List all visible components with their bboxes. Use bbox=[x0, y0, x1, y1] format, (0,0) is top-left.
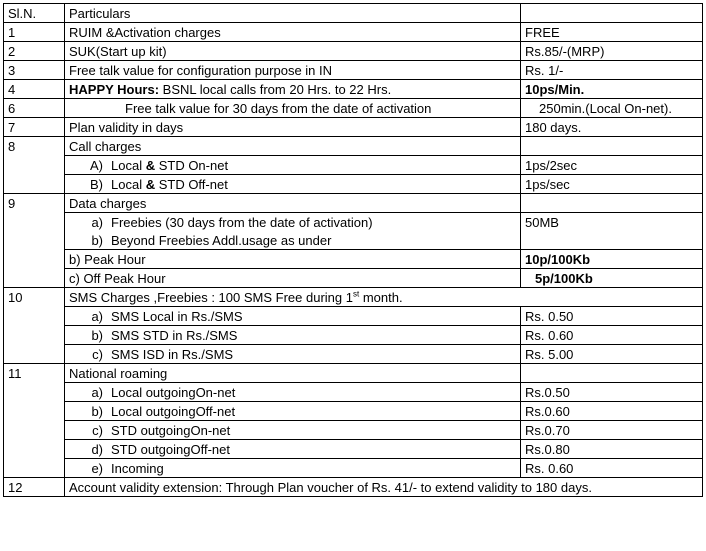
particulars-cell: d) STD outgoingOff-net bbox=[65, 440, 521, 459]
value-cell: 250min.(Local On-net). bbox=[521, 99, 703, 118]
table-row bbox=[4, 231, 703, 250]
value-cell bbox=[521, 231, 703, 250]
sn-cell bbox=[4, 250, 65, 269]
table-row bbox=[4, 80, 703, 99]
table-row bbox=[4, 250, 703, 269]
sn-cell bbox=[4, 231, 65, 250]
item-label: B) bbox=[90, 176, 103, 192]
sn-cell bbox=[4, 383, 65, 402]
item-label: A) bbox=[90, 157, 103, 173]
value-cell: Rs.0.80 bbox=[521, 440, 703, 459]
value-cell: Rs. 0.60 bbox=[521, 459, 703, 478]
value-cell: Rs. 0.60 bbox=[521, 326, 703, 345]
particulars-cell: b) Local outgoingOff-net bbox=[65, 402, 521, 421]
value-header bbox=[521, 4, 703, 23]
section-row-roaming bbox=[4, 364, 703, 383]
particulars-cell: B) Local & STD Off-net bbox=[65, 175, 521, 194]
section-title: Data charges bbox=[65, 194, 521, 213]
tariff-table bbox=[3, 3, 703, 497]
sn-cell bbox=[4, 269, 65, 288]
table-row bbox=[4, 23, 703, 42]
section-row-sms bbox=[4, 288, 703, 307]
sn-cell: 2 bbox=[4, 42, 65, 61]
table-row bbox=[4, 61, 703, 80]
value-cell: Rs. 0.50 bbox=[521, 307, 703, 326]
table-row bbox=[4, 99, 703, 118]
value-cell: 50MB bbox=[521, 213, 703, 232]
table-row bbox=[4, 459, 703, 478]
sn-cell bbox=[4, 213, 65, 232]
sn-cell: 4 bbox=[4, 80, 65, 99]
particulars-cell: c) Off Peak Hour bbox=[65, 269, 521, 288]
particulars-cell: a) Freebies (30 days from the date of activation) bbox=[65, 213, 521, 232]
table-row bbox=[4, 478, 703, 497]
value-cell bbox=[521, 194, 703, 213]
particulars-cell: b) SMS STD in Rs./SMS bbox=[65, 326, 521, 345]
sn-cell bbox=[4, 459, 65, 478]
sn-cell: 12 bbox=[4, 478, 65, 497]
table-row bbox=[4, 42, 703, 61]
sn-cell: 6 bbox=[4, 99, 65, 118]
particulars-cell: Free talk value for configuration purpose in IN bbox=[65, 61, 521, 80]
value-cell bbox=[521, 137, 703, 156]
value-cell bbox=[521, 364, 703, 383]
table-row bbox=[4, 118, 703, 137]
table-row bbox=[4, 383, 703, 402]
particulars-cell: Account validity extension: Through Plan voucher of Rs. 41/- to extend validity to 180 days. bbox=[65, 478, 703, 497]
particulars-cell: b) Beyond Freebies Addl.usage as under bbox=[65, 231, 521, 250]
table-row bbox=[4, 307, 703, 326]
value-cell: 1ps/sec bbox=[521, 175, 703, 194]
table-row bbox=[4, 175, 703, 194]
particulars-cell: b) Peak Hour bbox=[65, 250, 521, 269]
item-label: b) bbox=[91, 403, 103, 419]
table-row bbox=[4, 156, 703, 175]
sn-cell: 7 bbox=[4, 118, 65, 137]
value-cell: 5p/100Kb bbox=[521, 269, 703, 288]
sn-cell: 1 bbox=[4, 23, 65, 42]
sn-cell bbox=[4, 402, 65, 421]
section-row-data-charges bbox=[4, 194, 703, 213]
sn-cell: 10 bbox=[4, 288, 65, 307]
value-cell: Rs. 5.00 bbox=[521, 345, 703, 364]
table-row bbox=[4, 440, 703, 459]
table-row bbox=[4, 421, 703, 440]
happy-hours-text: BSNL local calls from 20 Hrs. to 22 Hrs. bbox=[159, 81, 392, 97]
particulars-cell: c) SMS ISD in Rs./SMS bbox=[65, 345, 521, 364]
table-row bbox=[4, 213, 703, 232]
particulars-cell: c) STD outgoingOn-net bbox=[65, 421, 521, 440]
sn-cell bbox=[4, 175, 65, 194]
sn-cell: 11 bbox=[4, 364, 65, 383]
value-cell: 10ps/Min. bbox=[521, 80, 703, 99]
particulars-cell: SUK(Start up kit) bbox=[65, 42, 521, 61]
item-label: c) bbox=[92, 422, 103, 438]
section-title: Call charges bbox=[65, 137, 521, 156]
item-label: b) bbox=[91, 232, 103, 248]
happy-hours-label: HAPPY Hours: bbox=[69, 81, 160, 97]
sn-cell bbox=[4, 421, 65, 440]
item-label: b) bbox=[91, 327, 103, 343]
sn-cell bbox=[4, 345, 65, 364]
sn-cell: 3 bbox=[4, 61, 65, 80]
value-cell: Rs.0.60 bbox=[521, 402, 703, 421]
particulars-cell: RUIM &Activation charges bbox=[65, 23, 521, 42]
value-cell: 10p/100Kb bbox=[521, 250, 703, 269]
value-cell: Rs.85/-(MRP) bbox=[521, 42, 703, 61]
particulars-cell: a) SMS Local in Rs./SMS bbox=[65, 307, 521, 326]
table-row bbox=[4, 345, 703, 364]
item-label: e) bbox=[91, 460, 103, 476]
particulars-cell: e) Incoming bbox=[65, 459, 521, 478]
value-cell: FREE bbox=[521, 23, 703, 42]
item-label: a) bbox=[91, 214, 103, 230]
table-row bbox=[4, 269, 703, 288]
sn-cell bbox=[4, 326, 65, 345]
table-row bbox=[4, 402, 703, 421]
value-cell: Rs.0.70 bbox=[521, 421, 703, 440]
value-cell: Rs.0.50 bbox=[521, 383, 703, 402]
value-cell: 1ps/2sec bbox=[521, 156, 703, 175]
sn-cell bbox=[4, 440, 65, 459]
section-title: National roaming bbox=[65, 364, 521, 383]
item-label: a) bbox=[91, 308, 103, 324]
sn-cell: 8 bbox=[4, 137, 65, 156]
value-cell: 180 days. bbox=[521, 118, 703, 137]
particulars-cell: a) Local outgoingOn-net bbox=[65, 383, 521, 402]
particulars-cell: Free talk value for 30 days from the date of activation bbox=[65, 99, 521, 118]
section-title: SMS Charges ,Freebies : 100 SMS Free during 1st month. bbox=[65, 288, 703, 307]
section-row-call-charges bbox=[4, 137, 703, 156]
sn-cell bbox=[4, 307, 65, 326]
item-label: c) bbox=[92, 346, 103, 362]
item-label: a) bbox=[91, 384, 103, 400]
item-label: d) bbox=[91, 441, 103, 457]
sn-header: Sl.N. bbox=[4, 4, 65, 23]
header-row bbox=[4, 4, 703, 23]
value-cell: Rs. 1/- bbox=[521, 61, 703, 80]
sn-cell bbox=[4, 156, 65, 175]
particulars-cell bbox=[65, 80, 521, 99]
particulars-header: Particulars bbox=[65, 4, 521, 23]
table-row bbox=[4, 326, 703, 345]
particulars-cell: Plan validity in days bbox=[65, 118, 521, 137]
sn-cell: 9 bbox=[4, 194, 65, 213]
particulars-cell: A) Local & STD On-net bbox=[65, 156, 521, 175]
